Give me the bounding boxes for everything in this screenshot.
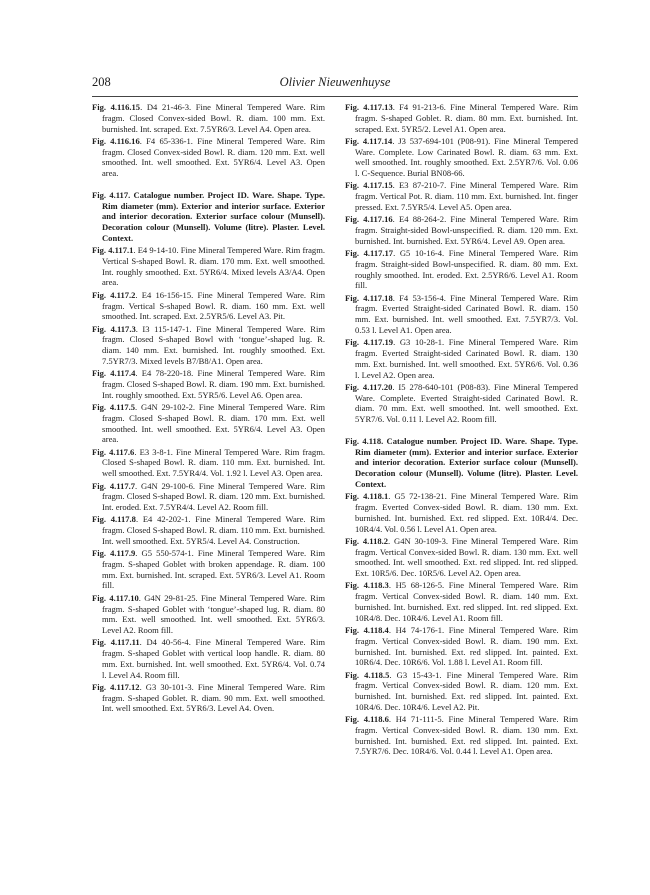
catalogue-entry: [92, 682, 325, 714]
entry-text: . F4 53-156-4. Fine Mineral Tempered Ware. Rim fragm. Everted Straight-sided Carinated Bowl. R. diam. 150 mm. Ext. burnished. Int. well smoothed. Ext. 7.5YR7/3. Vol. 0.53 l. Level A1. Open area.: [355, 292, 578, 335]
figure-label: Fig. 4.117.4: [92, 368, 136, 379]
entry-text: . G4N 29-81-25. Fine Mineral Tempered Ware. Rim fragm. S-shaped Goblet with ‘tongue’-shaped lug. R. diam. 80 mm. Ext. well smoothed. Int. well smoothed. Ext. 5YR6/3. Level A2. Room fill.: [102, 592, 325, 636]
figure-label: Fig. 4.117.2: [92, 289, 136, 300]
figure-label: Fig. 4.117.7: [92, 480, 136, 491]
catalogue-entry: [345, 337, 578, 380]
figure-label: Fig. 4.118.4: [345, 625, 389, 636]
figure-label: Fig. 4.117.10: [92, 592, 139, 603]
figure-label: Fig. 4.117.8: [92, 514, 136, 525]
figure-label: Fig. 4.118.5: [345, 669, 390, 680]
figure-label: Fig. 4.117.3: [92, 323, 136, 334]
entry-text: . G3 30-101-3. Fine Mineral Tempered Ware. Rim fragm. S-shaped Goblet. R. diam. 90 mm. Ext. well smoothed. Int. well smoothed. Ext. 5YR6/3. Level A4. Oven.: [102, 681, 326, 714]
figure-label: Fig. 4.117.9: [92, 548, 136, 559]
catalogue-entry: [92, 102, 325, 134]
figure-label: Fig. 4.117.19: [345, 337, 394, 348]
figure-label: Fig. 4.118.3: [345, 580, 389, 591]
catalogue-entry: [345, 214, 578, 246]
entry-text: . H4 71-111-5. Fine Mineral Tempered Ware. Rim fragm. Vertical Convex-sided Bowl. R. diam. 130 mm. Ext. burnished. Int. burnished. Ext. red slipped. Int. painted. Ext. 7.5YR7/6. Dec. 10R4/6. Vol. 0.44 l. Level A1. Open area.: [355, 714, 579, 757]
catalogue-entry: [92, 290, 325, 322]
entry-text: . G3 10-28-1. Fine Mineral Tempered Ware. Rim fragm. Everted Straight-sided Carinated Bowl. R. diam. 130 mm. Ext. burnished. Int. well smoothed. Ext. 5YR6/6. Vol. 0.36 l. Level A2. Open area.: [355, 337, 578, 380]
figure-label: Fig. 4.117.11: [92, 637, 140, 648]
catalogue-entry: [345, 382, 578, 425]
figure-label: Fig. 4.117.17: [345, 248, 394, 259]
catalogue-entry: [345, 714, 578, 757]
entry-text: . E3 87-210-7. Fine Mineral Tempered Ware. Rim fragm. Vertical Pot. R. diam. 110 mm. Ext. burnished. Int. finger pressed. Ext. 7.5YR5/4. Level A5. Open area.: [355, 180, 578, 212]
figure-label: Fig. 4.117.18: [345, 292, 393, 303]
catalogue-entry: [345, 180, 578, 212]
figure-label: Fig. 4.117.5: [92, 402, 136, 413]
figure-group-heading: Fig. 4.118. Catalogue number. Project ID. Ware. Shape. Type. Rim diameter (mm). Exterior and interior surface. Exterior and interior decoration. Exterior surface colour (Munsell). Decoration colour (Munsell). Volume (litre). Plaster. Level. Context.: [345, 435, 578, 489]
catalogue-entry: [92, 324, 325, 367]
figure-label: Fig. 4.117.6: [92, 446, 135, 457]
catalogue-entry: [345, 580, 578, 623]
left-column: [92, 102, 325, 716]
catalogue-entry: [92, 245, 325, 288]
page-header: [92, 75, 578, 91]
entry-text: . G4N 30-109-3. Fine Mineral Tempered Ware. Rim fragm. Vertical Convex-sided Bowl. R. diam. 130 mm. Ext. well smoothed. Int. well smoothed. Ext. red slipped. Int. red slipped. Ext. 10R5/6. Dec. 10R5/6. Level A2. Open area.: [355, 535, 578, 579]
entry-text: . F4 65-336-1. Fine Mineral Tempered Ware. Rim fragm. Closed Convex-sided Bowl. R. diam. 120 mm. Ext. well smoothed. Int. well smoothed. Ext. 5YR6/4. Level A3. Open area.: [102, 135, 325, 179]
entry-text: . I3 115-147-1. Fine Mineral Tempered Ware. Rim fragm. Closed S-shaped Bowl with ‘tongue’-shaped lug. R. diam. 140 mm. Ext. burnished. Int. roughly smoothed. Ext. 7.5YR7/3. Mixed levels B7/B8/A1. Open area.: [102, 323, 325, 366]
figure-label: Fig. 4.118.2: [345, 535, 389, 546]
entry-text: . J3 537-694-101 (P08-91). Fine Mineral Tempered Ware. Complete. Low Carinated Bowl. R. diam. 63 mm. Ext. well smoothed. Int. roughly smoothed. Ext. 2.5YR7/6. Vol. 0.06 l. C-Sequence. Burial BN08-66.: [355, 135, 578, 179]
entry-text: . G5 550-574-1. Fine Mineral Tempered Ware. Rim fragm. S-shaped Goblet with broken appendage. R. diam. 100 mm. Ext. burnished. Int. scraped. Ext. 5YR6/3. Level A1. Room fill.: [102, 548, 325, 591]
entry-text: . E4 42-202-1. Fine Mineral Tempered Ware. Rim fragm. Closed S-shaped Bowl. R. diam. 110 mm. Ext. burnished. Int. well smoothed. Ext. 5YR5/4. Level A4. Construction.: [102, 514, 325, 546]
entry-text: . H4 74-176-1. Fine Mineral Tempered Ware. Rim fragm. Vertical Convex-sided Bowl. R. diam. 190 mm. Ext. burnished. Int. burnished. Ext. red slipped. Int. painted. Ext. 10R6/4. Dec. 10R6/6. Vol. 1.88 l. Level A1. Room fill.: [355, 625, 579, 668]
catalogue-entry: [345, 625, 578, 668]
right-column: [345, 102, 578, 759]
entry-text: . G4N 29-102-2. Fine Mineral Tempered Ware. Rim fragm. Closed S-shaped Bowl. R. diam. 170 mm. Ext. well smoothed. Int. well smoothed. Ext. 5YR6/4. Level A3. Open area.: [102, 402, 325, 445]
catalogue-entry: [92, 136, 325, 179]
catalogue-entry: [345, 136, 578, 179]
figure-group-heading: Fig. 4.117. Catalogue number. Project ID. Ware. Shape. Type. Rim diameter (mm). Exterior and interior surface. Exterior and interior decoration. Exterior surface colour (Munsell). Decoration colour (Munsell). Volume (litre). Plaster. Level. Context.: [92, 189, 325, 243]
catalogue-entry: [345, 670, 578, 713]
catalogue-entry: [345, 491, 578, 534]
figure-label: Fig. 4.116.16: [92, 135, 140, 146]
entry-text: . F4 91-213-6. Fine Mineral Tempered Ware. Rim fragm. S-shaped Goblet. R. diam. 80 mm. Ext. burnished. Int. scraped. Ext. 5YR5/2. Level A1. Open area.: [355, 102, 578, 134]
catalogue-entry: [345, 293, 578, 336]
catalogue-entry: [92, 368, 325, 400]
entry-text: . E4 9-14-10. Fine Mineral Tempered Ware. Rim fragm. Vertical S-shaped Bowl. R. diam. 170 mm. Ext. well smoothed. Int. roughly smoothed. Ext. 5YR6/4. Mixed levels A3/A4. Open area.: [102, 245, 325, 288]
figure-label: Fig. 4.117.16: [345, 214, 393, 225]
catalogue-entry: [92, 481, 325, 513]
catalogue-entry: [345, 536, 578, 579]
figure-label: Fig. 4.117.13: [345, 102, 393, 112]
entry-text: . D4 21-46-3. Fine Mineral Tempered Ware. Rim fragm. Closed Convex-sided Bowl. R. diam. 100 mm. Ext. burnished. Int. scraped. Ext. 7.5YR6/3. Level A4. Open area.: [102, 102, 325, 134]
header-rule: [92, 96, 578, 97]
figure-label: Fig. 4.117.1: [92, 245, 134, 256]
catalogue-entry: [92, 514, 325, 546]
catalogue-entry: [92, 637, 325, 680]
entry-text: . G3 15-43-1. Fine Mineral Tempered Ware. Rim fragm. Vertical Convex-sided Bowl. R. diam. 120 mm. Ext. burnished. Int. burnished. Ext. red slipped. Int. painted. Ext. 10R4/6. Dec. 10R4/6. Level A2. Pit.: [355, 669, 579, 712]
figure-label: Fig. 4.117.14: [345, 135, 393, 146]
figure-label: Fig. 4.117.20: [345, 381, 393, 392]
entry-text: . G4N 29-100-6. Fine Mineral Tempered Ware. Rim fragm. Closed S-shaped Bowl. R. diam. 120 mm. Ext. burnished. Int. eroded. Ext. 7.5YR4/4. Level A2. Room fill.: [102, 480, 325, 512]
catalogue-entry: [92, 593, 325, 636]
figure-label: Fig. 4.117.15: [345, 180, 393, 191]
entry-text: . E3 3-8-1. Fine Mineral Tempered Ware. Rim fragm. Closed S-shaped Bowl. R. diam. 110 mm. Ext. burnished. Int. well smoothed. Ext. 7.5YR4/4. Vol. 1.92 l. Level A3. Open area.: [102, 446, 325, 479]
entry-text: . E4 16-156-15. Fine Mineral Tempered Ware. Rim fragm. Vertical S-shaped Bowl. R. diam. 160 mm. Ext. well smoothed. Int. scraped. Ext. 2.5YR5/6. Level A3. Pit.: [102, 289, 326, 322]
catalogue-entry: [92, 548, 325, 591]
entry-text: . E4 88-264-2. Fine Mineral Tempered Ware. Rim fragm. Straight-sided Bowl-unspecified. R. diam. 120 mm. Ext. burnished. Int. burnished. Ext. 5YR6/4. Level A9. Open area.: [355, 214, 578, 246]
entry-text: . D4 40-56-4. Fine Mineral Tempered Ware. Rim fragm. S-shaped Goblet with vertical loop handle. R. diam. 80 mm. Ext. burnished. Int. well smoothed. Ext. 5YR6/4. Vol. 0.74 l. Level A4. Room fill.: [102, 637, 325, 680]
page-number: 208: [92, 75, 111, 89]
entry-text: . G5 72-138-21. Fine Mineral Tempered Ware. Rim fragm. Everted Convex-sided Bowl. R. diam. 130 mm. Ext. burnished. Int. burnished. Ext. red slipped. Ext. 10R4/4. Dec. 10R4/4. Vol. 0.56 l. Level A1. Open area.: [355, 491, 578, 534]
catalogue-entry: [92, 402, 325, 445]
catalogue-entry: [345, 248, 578, 291]
running-head: Olivier Nieuwenhuyse: [279, 75, 391, 89]
figure-label: Fig. 4.117.12: [92, 681, 140, 692]
figure-label: Fig. 4.118.6: [345, 714, 389, 725]
entry-text: . E4 78-220-18. Fine Mineral Tempered Ware. Rim fragm. Closed S-shaped Bowl. R. diam. 190 mm. Ext. burnished. Int. roughly smoothed. Ext. 5YR5/6. Level A6. Open area.: [102, 368, 326, 400]
entry-text: . H5 68-126-5. Fine Mineral Tempered Ware. Rim fragm. Vertical Convex-sided Bowl. R. diam. 140 mm. Ext. burnished. Int. burnished. Ext. red slipped. Int. red slipped. Ext. 10R4/8. Dec. 10R4/6. Level A1. Room fill.: [355, 580, 579, 623]
figure-label: Fig. 4.118.1: [345, 491, 389, 502]
figure-label: Fig. 4.116.15: [92, 102, 141, 112]
entry-text: . G5 10-16-4. Fine Mineral Tempered Ware. Rim fragm. Straight-sided Bowl-unspecified. R. diam. 80 mm. Ext. roughly smoothed. Int. eroded. Ext. 2.5YR6/6. Level A1. Room fill.: [355, 248, 578, 291]
catalogue-entry: [345, 102, 578, 134]
catalogue-entry: [92, 447, 325, 479]
entry-text: . I5 278-640-101 (P08-83). Fine Mineral Tempered Ware. Complete. Everted Straight-sided Carinated Bowl. R. diam. 70 mm. Ext. well smoothed. Int. well smoothed. Ext. 5YR7/6. Vol. 0.11 l. Level A2. Room fill.: [355, 381, 578, 425]
